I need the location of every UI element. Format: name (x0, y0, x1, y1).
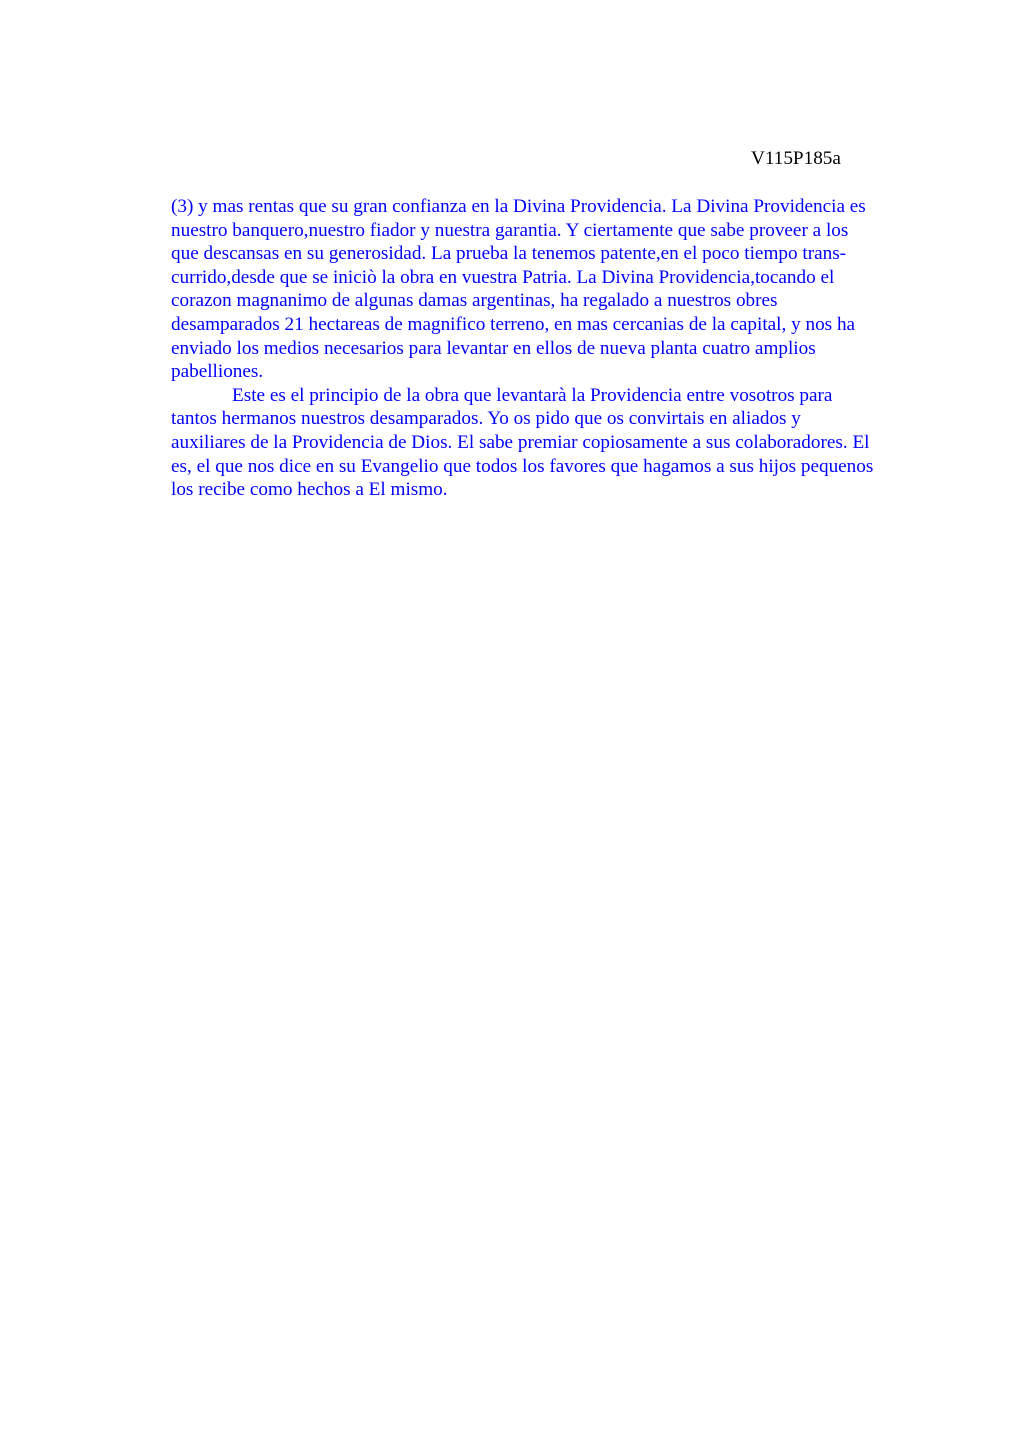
text-line: enviado los medios necesarios para levantar en ellos de nueva planta cuatro amplios (171, 337, 816, 359)
text-line: (3) y mas rentas que su gran confianza en la Divina Providencia. La Divina Providencia es (171, 196, 866, 217)
text-line: es, el que nos dice en su Evangelio que todos los favores que hagamos a sus hijos pequenos (171, 455, 874, 477)
text-line: currido,desde que se iniciò la obra en vuestra Patria. La Divina Providencia,tocando el (171, 266, 835, 288)
text-line: corazon magnanimo de algunas damas argentinas, ha regalado a nuestros obres (171, 290, 778, 312)
text-line: tantos hermanos nuestros desamparados. Yo os pido que os convirtais en aliados y (171, 408, 801, 430)
text-line: pabelliones. (171, 361, 264, 383)
page-identifier: V115P185a (751, 148, 841, 169)
text-line: nuestro banquero,nuestro fiador y nuestra garantia. Y ciertamente que sabe proveer a los (171, 219, 849, 241)
text-line: auxiliares de la Providencia de Dios. El sabe premiar copiosamente a sus colaboradores. El (171, 431, 870, 453)
text-line: desamparados 21 hectareas de magnifico terreno, en mas cercanias de la capital, y nos ha (171, 313, 856, 335)
paragraph-start-line: Este es el principio de la obra que levantarà la Providencia entre vosotros para (232, 384, 833, 406)
text-line: los recibe como hechos a El mismo. (171, 479, 448, 501)
document-body (171, 195, 941, 502)
text-line: que descansas en su generosidad. La prueba la tenemos patente,en el poco tiempo trans- (171, 243, 847, 265)
